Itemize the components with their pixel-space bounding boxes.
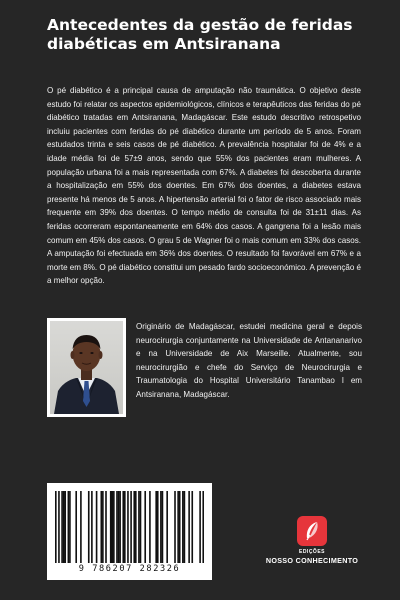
author-biography: Originário de Madagáscar, estudei medicina geral e depois neurocirurgia conjuntamente na Universidade de Antananarivo e na Universidade de Aix Marseille. Atualmente, sou neurocirurgião e chefe do Serviço de Neurocirurgia e Traumatologia do Hospital Universitário Tanambao I em Antsiranana, Madagáscar. bbox=[136, 322, 362, 399]
book-abstract: O pé diabético é a principal causa de amputação não traumática. O objetivo deste estudo foi relatar os aspectos epidemiológicos, clínicos e terapêuticos das feridas do pé diabético tratadas em Antsiranana, Madagáscar. Este estudo descritivo retrospetivo incluiu pacientes com feridas do pé diabético durante um período de 5 anos. Foram estudados trinta e seis casos de pé diabético. A prevalência hospitalar foi de 4% e a idade média foi de 57±9 anos, sendo que 55% dos pacientes eram mulheres. A população urbana foi a mais representada com 67%. A diabetes foi descoberta durante a hospitalização em 55% dos doentes. Em 67% dos doentes, a diabetes estava presente há menos de 5 anos. A hipertensão arterial foi o fator de risco associado mais frequente em 39% dos doentes. O tempo médio de consulta foi de 31±11 dias. As feridas ocorreram espontaneamente em 64% dos casos. A gangrena foi a lesão mais comum em 45% dos casos. O grau 5 de Wagner foi o mais comum em 33% dos casos. A amputação foi efectuada em 36% dos doentes. O resultado foi favorável em 67% e a morte em 8%. O pé diabético constitui um pesado fardo socioeconómico. A prevenção é a melhor opção. bbox=[47, 86, 362, 286]
publisher-name: NOSSO CONHECIMENTO bbox=[265, 556, 359, 565]
publisher-block bbox=[262, 516, 362, 565]
barcode-bars bbox=[55, 491, 204, 563]
isbn-digits: 9 786207 282326 bbox=[78, 564, 181, 574]
publisher-logo bbox=[297, 516, 327, 546]
book-title: Antecedentes da gestão de feridas diabéticas em Antsiranana bbox=[47, 16, 353, 53]
publisher-prefix: EDIÇÕES bbox=[298, 549, 325, 555]
quill-feather-icon bbox=[297, 516, 327, 546]
author-portrait-image bbox=[50, 321, 123, 414]
isbn-barcode bbox=[47, 483, 212, 580]
author-photo bbox=[47, 318, 126, 417]
